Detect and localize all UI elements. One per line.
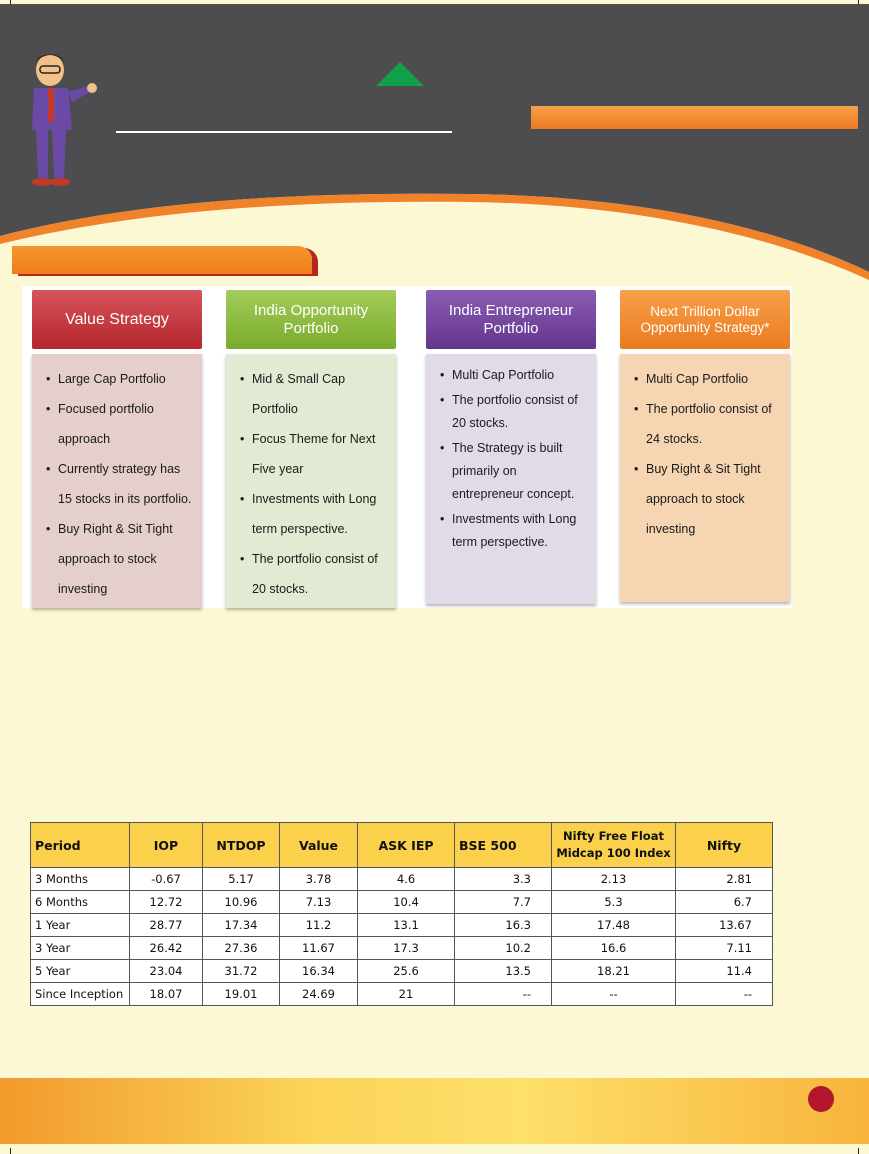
crop-mark-bottom-right-v (858, 1148, 859, 1154)
strategy-bullet: • The portfolio consist of 20 stocks. (444, 389, 588, 435)
crop-mark-bottom-left-v (10, 1148, 11, 1154)
cell-value: 10.4 (358, 891, 455, 914)
cell-value: 24.69 (280, 983, 358, 1006)
cell-value: 13.1 (358, 914, 455, 937)
col-header-iop: IOP (130, 823, 203, 868)
strategy-card-body (32, 354, 202, 608)
strategy-bullet: • Buy Right & Sit Tight approach to stock investing (50, 514, 194, 604)
cell-value: 7.7 (455, 891, 552, 914)
strategy-bullet-list (40, 364, 194, 604)
strategy-title: Next Trillion Dollar Opportunity Strategy* (640, 303, 770, 335)
table-row (31, 868, 773, 891)
cell-value: 16.34 (280, 960, 358, 983)
strategy-bullet: • Buy Right & Sit Tight approach to stock investing (638, 454, 782, 544)
cell-value: 7.11 (676, 937, 773, 960)
strategy-title: Value Strategy (65, 310, 169, 328)
strategy-bullet: • Currently strategy has 15 stocks in its portfolio. (50, 454, 194, 514)
cell-period: 3 Year (31, 937, 130, 960)
header-divider (116, 131, 452, 133)
strategy-bullet: • The Strategy is built primarily on entrepreneur concept. (444, 437, 588, 506)
cell-period: 1 Year (31, 914, 130, 937)
presenter-illustration (24, 50, 114, 190)
up-arrow-icon (376, 62, 424, 86)
cell-value: 12.72 (130, 891, 203, 914)
col-header-period: Period (31, 823, 130, 868)
strategy-panel (22, 286, 792, 608)
col-header-nifty: Nifty (676, 823, 773, 868)
cell-value: 13.67 (676, 914, 773, 937)
cell-value: 16.6 (552, 937, 676, 960)
cell-value: 19.01 (203, 983, 280, 1006)
cell-value: 10.96 (203, 891, 280, 914)
cell-value: 7.13 (280, 891, 358, 914)
col-header-bse500: BSE 500 (455, 823, 552, 868)
col-header-ntdop: NTDOP (203, 823, 280, 868)
cell-value: 2.81 (676, 868, 773, 891)
cell-value: 13.5 (455, 960, 552, 983)
strategy-bullet: • Mid & Small Cap Portfolio (244, 364, 388, 424)
cell-value: 26.42 (130, 937, 203, 960)
header-accent-bar (531, 106, 858, 129)
strategy-bullet: • Large Cap Portfolio (50, 364, 194, 394)
strategy-card-body (226, 354, 396, 608)
cell-value: 5.3 (552, 891, 676, 914)
cell-value: 25.6 (358, 960, 455, 983)
header-band (0, 0, 869, 280)
performance-table (30, 822, 773, 1006)
cell-value: 18.07 (130, 983, 203, 1006)
cell-value: 31.72 (203, 960, 280, 983)
strategy-bullet-list (434, 364, 588, 554)
strategy-card-header (426, 290, 596, 349)
strategy-bullet-list (628, 364, 782, 544)
strategy-bullet: • The portfolio consist of 20 stocks. (244, 544, 388, 604)
table-row (31, 960, 773, 983)
strategy-card-body (620, 354, 790, 602)
cell-value: 11.4 (676, 960, 773, 983)
cell-value: 2.13 (552, 868, 676, 891)
page-number-dot (808, 1086, 834, 1112)
strategy-bullet: • Investments with Long term perspective. (444, 508, 588, 554)
cell-value: 4.6 (358, 868, 455, 891)
strategy-bullet: • Investments with Long term perspective. (244, 484, 388, 544)
strategy-card-header (226, 290, 396, 349)
col-header-midcap: Nifty Free Float Midcap 100 Index (552, 823, 676, 868)
cell-value: -0.67 (130, 868, 203, 891)
strategy-bullet: • The portfolio consist of 24 stocks. (638, 394, 782, 454)
cell-period: Since Inception (31, 983, 130, 1006)
strategy-card-body (426, 354, 596, 604)
cell-period: 5 Year (31, 960, 130, 983)
cell-value: 17.48 (552, 914, 676, 937)
strategy-bullet: • Focus Theme for Next Five year (244, 424, 388, 484)
cell-value: 27.36 (203, 937, 280, 960)
cell-value: -- (552, 983, 676, 1006)
cell-value: 3.78 (280, 868, 358, 891)
cell-value: 10.2 (455, 937, 552, 960)
strategy-card-header (32, 290, 202, 349)
table-header-row (31, 823, 773, 868)
cell-value: 28.77 (130, 914, 203, 937)
cell-value: -- (455, 983, 552, 1006)
cell-value: 23.04 (130, 960, 203, 983)
cell-value: 17.34 (203, 914, 280, 937)
col-header-ask-iep: ASK IEP (358, 823, 455, 868)
strategy-bullet-list (234, 364, 388, 604)
cell-period: 3 Months (31, 868, 130, 891)
cell-value: 11.67 (280, 937, 358, 960)
cell-value: 5.17 (203, 868, 280, 891)
cell-value: 6.7 (676, 891, 773, 914)
cell-value: -- (676, 983, 773, 1006)
footer-band (0, 1078, 869, 1144)
col-header-value: Value (280, 823, 358, 868)
table-row (31, 891, 773, 914)
table-row (31, 914, 773, 937)
strategy-title: India Opportunity Portfolio (253, 301, 369, 337)
cell-period: 6 Months (31, 891, 130, 914)
cell-value: 16.3 (455, 914, 552, 937)
strategy-title: India Entrepreneur Portfolio (448, 301, 574, 337)
cell-value: 18.21 (552, 960, 676, 983)
table-row (31, 983, 773, 1006)
strategy-bullet: • Multi Cap Portfolio (638, 364, 782, 394)
table-row (31, 937, 773, 960)
cell-value: 17.3 (358, 937, 455, 960)
cell-value: 3.3 (455, 868, 552, 891)
cell-value: 21 (358, 983, 455, 1006)
section-title-tab (12, 246, 312, 274)
cell-value: 11.2 (280, 914, 358, 937)
strategy-bullet: • Focused portfolio approach (50, 394, 194, 454)
strategy-card-header (620, 290, 790, 349)
strategy-bullet: • Multi Cap Portfolio (444, 364, 588, 387)
